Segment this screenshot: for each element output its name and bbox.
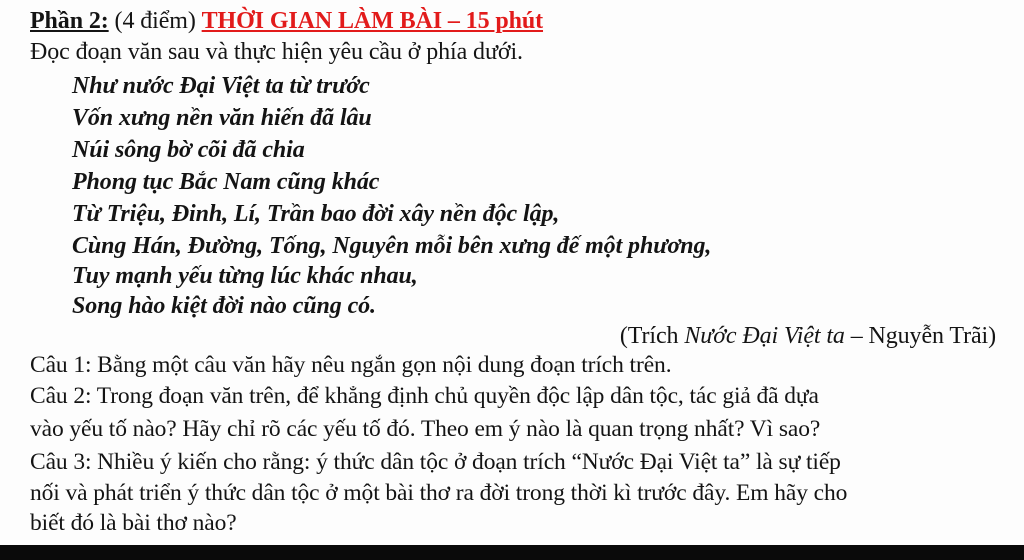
instruction-text: Đọc đoạn văn sau và thực hiện yêu cầu ở phía dưới. (30, 39, 523, 65)
poem-line: Từ Triệu, Đinh, Lí, Trần bao đời xây nền độc lập, (72, 201, 560, 227)
question-line: vào yếu tố nào? Hãy chỉ rõ các yếu tố đó. Theo em ý nào là quan trọng nhất? Vì sao? (30, 416, 821, 442)
question-line: nối và phát triển ý thức dân tộc ở một bài thơ ra đời trong thời kì trước đây. Em hãy cho (30, 480, 848, 506)
source-prefix: (Trích (619, 323, 685, 349)
question-line: Câu 3: Nhiều ý kiến cho rằng: ý thức dân tộc ở đoạn trích “Nước Đại Việt ta” là sự tiếp (30, 449, 841, 475)
poem-line: Phong tục Bắc Nam cũng khác (72, 169, 380, 195)
poem-line: Núi sông bờ cõi đã chia (72, 137, 305, 163)
source-citation (620, 321, 996, 351)
poem-line: Tuy mạnh yếu từng lúc khác nhau, (72, 263, 418, 289)
poem-line: Vốn xưng nền văn hiến đã lâu (72, 105, 372, 131)
points-label: (4 điểm) (108, 8, 202, 34)
question-line: Câu 2: Trong đoạn văn trên, để khẳng định chủ quyền độc lập dân tộc, tác giả đã dựa (30, 383, 819, 409)
bottom-edge-bar (0, 545, 1024, 560)
time-title: THỜI GIAN LÀM BÀI – 15 phút (201, 8, 544, 34)
question-line: biết đó là bài thơ nào? (30, 510, 237, 536)
poem-line: Như nước Đại Việt ta từ trước (72, 73, 370, 99)
part-label: Phần 2: (30, 8, 109, 34)
poem-line: Song hào kiệt đời nào cũng có. (72, 293, 376, 319)
section-header (30, 6, 543, 36)
poem-line: Cùng Hán, Đường, Tống, Nguyên mỗi bên xưng đế một phương, (72, 233, 712, 259)
source-work-title: Nước Đại Việt ta (684, 323, 845, 349)
question-line: Câu 1: Bằng một câu văn hãy nêu ngắn gọn nội dung đoạn trích trên. (30, 352, 672, 378)
source-suffix: – Nguyễn Trãi) (844, 323, 996, 349)
